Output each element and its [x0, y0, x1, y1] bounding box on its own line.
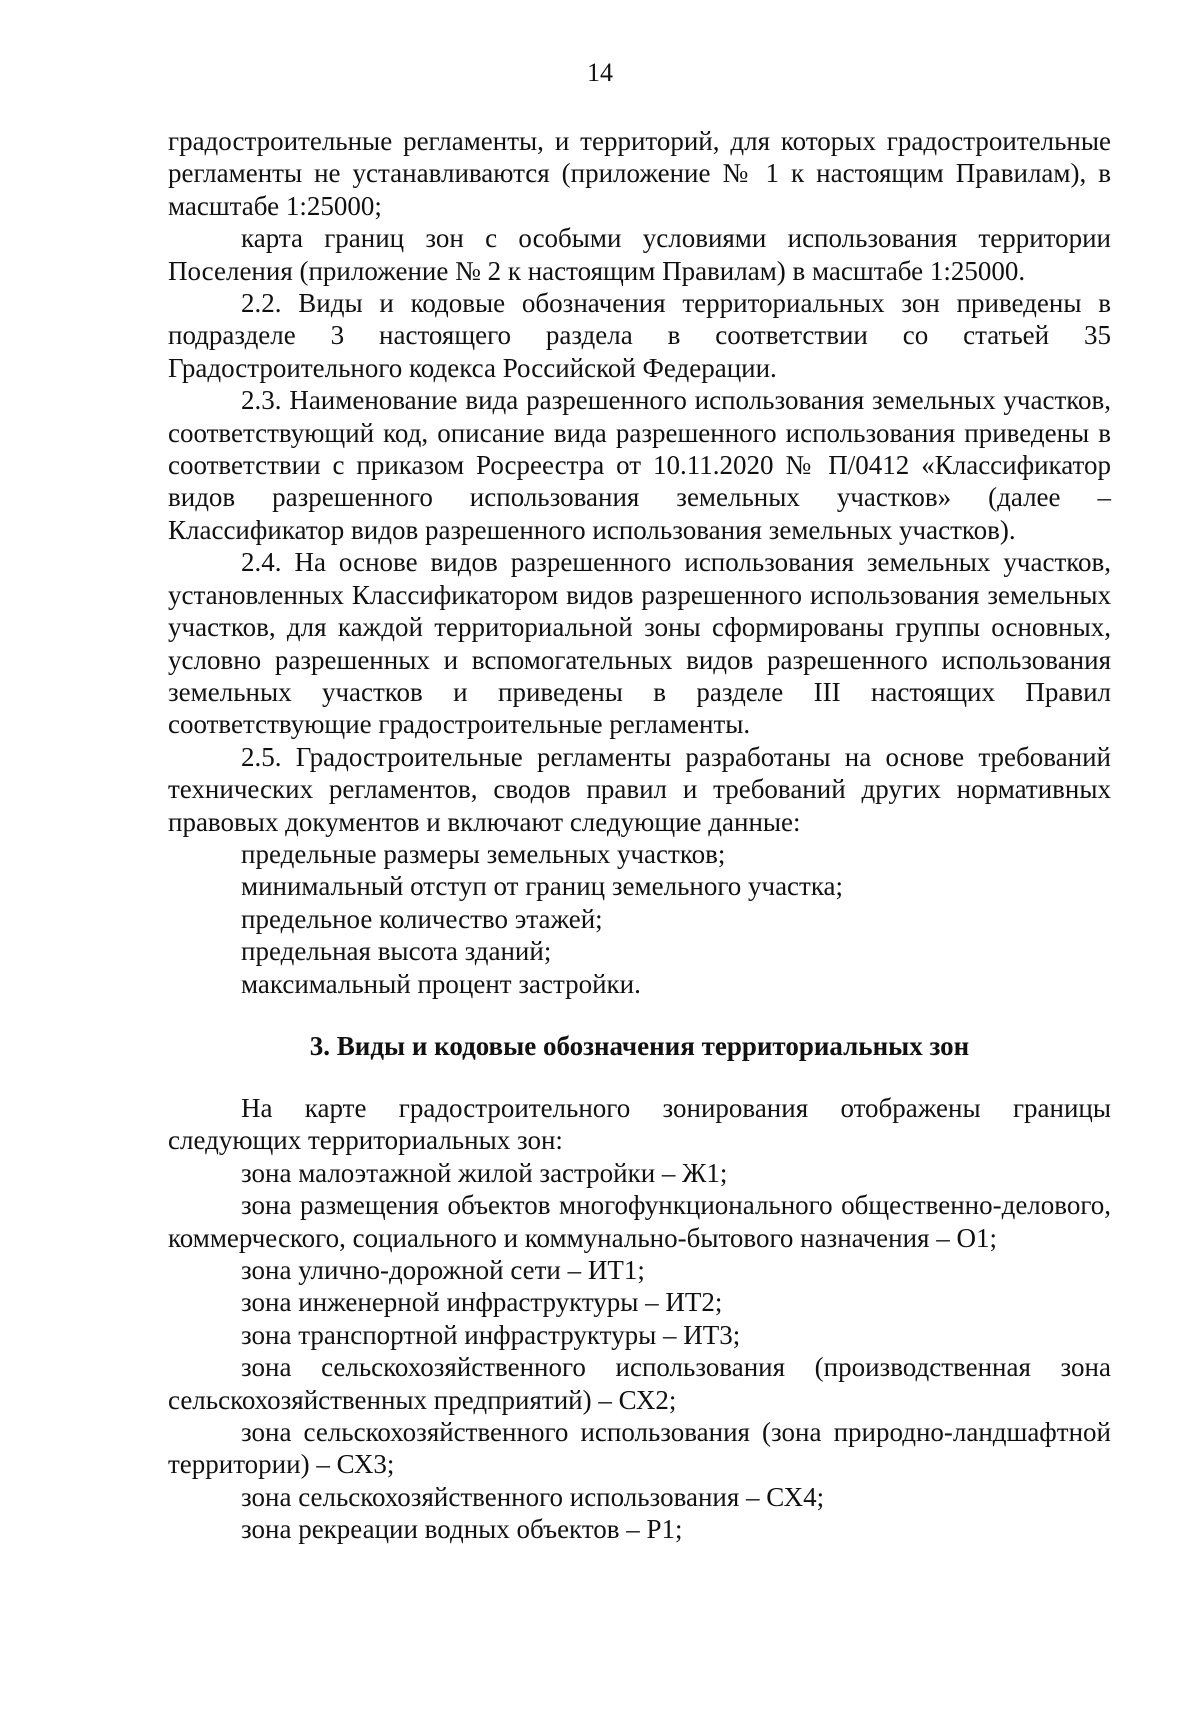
zone-item: зона сельскохозяйственного использования (производственная зона сельскохозяйственных предприятий) – СХ2;: [168, 1352, 1111, 1415]
list-item: предельное количество этажей;: [241, 903, 603, 934]
paragraph-2-5: 2.5. Градостроительные регламенты разработаны на основе требований технических регламентов, сводов правил и требований других нормативных правовых документов и включают следующие данные:: [168, 741, 1111, 837]
paragraph-2-2: 2.2. Виды и кодовые обозначения территориальных зон приведены в подразделе 3 настоящего раздела в соответствии со статьей 35 Градостроительного кодекса Российской Федерации.: [168, 288, 1111, 383]
list-item: максимальный процент застройки.: [241, 968, 641, 999]
paragraph-2-3: 2.3. Наименование вида разрешенного использования земельных участков, соответствующий код, описание вида разрешенного использования приведены в соответствии с приказом Росреестра от 10.11.2020 № П/0412 «Классификатор видов разрешенного использования земельных участков» (далее – Классификатор видов разрешенного использования земельных участков).: [168, 385, 1111, 545]
zone-item: зона сельскохозяйственного использования – СХ4;: [241, 1481, 825, 1512]
zone-item: зона рекреации водных объектов – Р1;: [241, 1514, 683, 1545]
zone-item: зона малоэтажной жилой застройки – Ж1;: [241, 1157, 728, 1188]
section-heading: 3. Виды и кодовые обозначения территориальных зон: [309, 1030, 970, 1061]
zone-item: зона сельскохозяйственного использования (зона природно-ландшафтной территории) – СХ3;: [168, 1417, 1111, 1480]
zone-item: зона инженерной инфраструктуры – ИТ2;: [241, 1287, 723, 1318]
list-item: предельная высота зданий;: [241, 936, 552, 967]
zone-item: зона улично-дорожной сети – ИТ1;: [241, 1255, 645, 1285]
document-body: [168, 125, 1111, 1546]
paragraph-intro: На карте градостроительного зонирования отображены границы следующих территориальных зон:: [168, 1092, 1111, 1156]
zone-item: зона транспортной инфраструктуры – ИТ3;: [241, 1319, 741, 1350]
paragraph-map-of-zones: карта границ зон с особыми условиями использования территории Поселения (приложение № 2 к настоящим Правилам) в масштабе 1:25000.: [168, 223, 1111, 286]
paragraph-continuation: градостроительные регламенты, и территорий, для которых градостроительные регламенты не устанавливаются (приложение № 1 к настоящим Правилам), в масштабе 1:25000;: [168, 126, 1111, 221]
page-number: 14: [587, 58, 613, 87]
zone-item: зона размещения объектов многофункционального общественно-делового, коммерческого, социального и коммунально-бытового назначения – О1;: [168, 1190, 1111, 1253]
list-item: минимальный отступ от границ земельного участка;: [241, 871, 844, 902]
list-item: предельные размеры земельных участков;: [241, 838, 726, 869]
paragraph-2-4: 2.4. На основе видов разрешенного использования земельных участков, установленных Классификатором видов разрешенного использования земельных участков, для каждой территориальной зоны сформированы группы основных, условно разрешенных и вспомогательных видов разрешенного использования земельных участков и приведены в разделе III настоящих Правил соответствующие градостроительные регламенты.: [168, 547, 1111, 740]
